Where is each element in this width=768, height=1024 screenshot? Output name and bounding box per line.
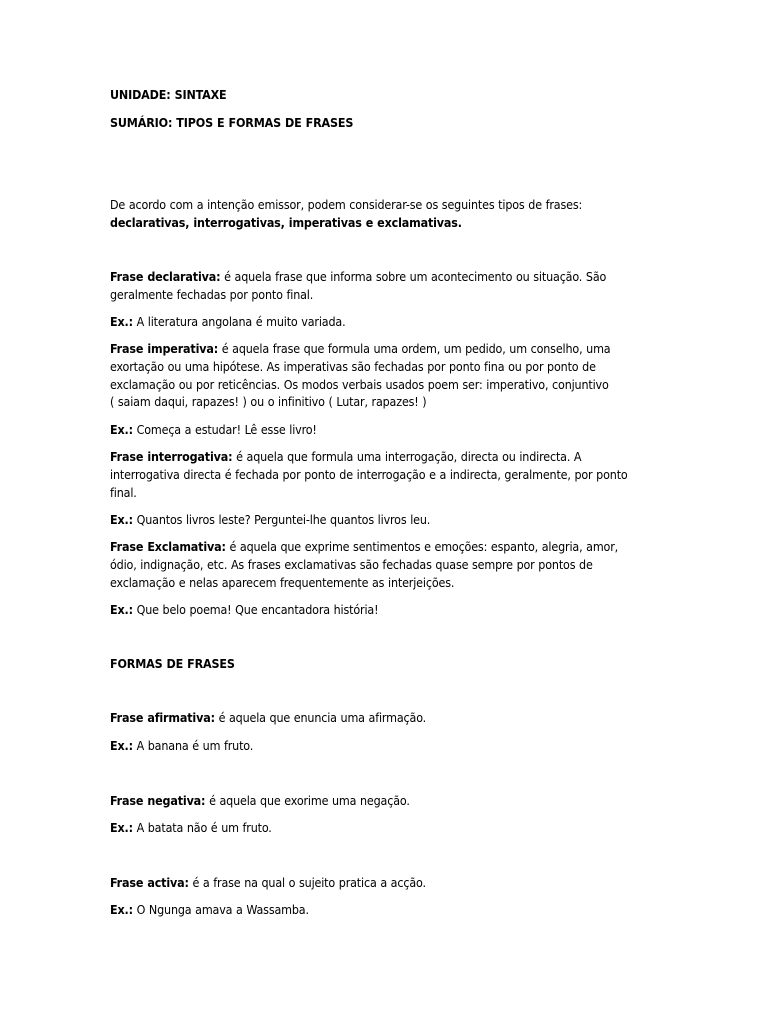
declarativa-term: Frase declarativa: — [110, 269, 221, 284]
negativa-ex-text: A batata não é um fruto. — [132, 820, 272, 835]
imperativa-def-line-3: exclamação ou por reticências. Os modos verbais usados poem ser: imperativo, conjuntivo — [110, 377, 609, 392]
exclamativa-example — [110, 601, 650, 619]
summary-heading: SUMÁRIO: TIPOS E FORMAS DE FRASES — [110, 115, 354, 130]
imperativa-ex-label: Ex.: — [110, 422, 133, 437]
exclamativa-def-line-2: ódio, indignação, etc. As frases exclamativas são fechadas quase sempre por pontos de — [110, 557, 593, 572]
declarativa-ex-text: A literatura angolana é muito variada. — [132, 314, 346, 329]
negativa-example — [110, 819, 650, 837]
declarativa-def-line-1 — [110, 268, 650, 286]
afirmativa-term: Frase afirmativa: — [110, 710, 215, 725]
activa-term: Frase activa: — [110, 875, 189, 890]
imperativa-def-line-2: exortação ou uma hipótese. As imperativas são fechadas por ponto fina ou por ponto de — [110, 359, 596, 374]
interrogativa-def-line-3: final. — [110, 485, 137, 500]
intro-line-1: De acordo com a intenção emissor, podem considerar-se os seguintes tipos de frases: — [110, 197, 583, 212]
interrogativa-ex-text: Quantos livros leste? Perguntei-lhe quantos livros leu. — [132, 512, 431, 527]
exclamativa-def-line-3: exclamação e nelas aparecem frequentemente as interjeições. — [110, 575, 455, 590]
imperativa-def-line-4: ( saiam daqui, rapazes! ) ou o infinitivo ( Lutar, rapazes! ) — [110, 394, 427, 409]
declarativa-def-line-2: geralmente fechadas por ponto final. — [110, 287, 314, 302]
imperativa-example — [110, 421, 650, 439]
afirmativa-example — [110, 737, 650, 755]
declarativa-def-text-1: é aquela frase que informa sobre um acontecimento ou situação. São — [220, 269, 607, 284]
exclamativa-def-line-1 — [110, 538, 650, 556]
negativa-ex-label: Ex.: — [110, 820, 133, 835]
imperativa-ex-text: Começa a estudar! Lê esse livro! — [132, 422, 317, 437]
unit-heading: UNIDADE: SINTAXE — [110, 87, 227, 102]
interrogativa-example — [110, 511, 650, 529]
afirmativa-ex-text: A banana é um fruto. — [132, 738, 254, 753]
imperativa-term: Frase imperativa: — [110, 341, 219, 356]
interrogativa-def-line-1 — [110, 448, 650, 466]
imperativa-def-line-1 — [110, 340, 650, 358]
interrogativa-def-text-1: é aquela que formula uma interrogação, directa ou indirecta. A — [232, 449, 582, 464]
negativa-term: Frase negativa: — [110, 793, 206, 808]
afirmativa-def-text: é aquela que enuncia uma afirmação. — [214, 710, 427, 725]
interrogativa-def-line-2: interrogativa directa é fechada por ponto de interrogação e a indirecta, geralmente, por ponto — [110, 467, 628, 482]
afirmativa-def — [110, 709, 650, 727]
exclamativa-term: Frase Exclamativa: — [110, 539, 226, 554]
declarativa-example — [110, 313, 650, 331]
negativa-def — [110, 792, 650, 810]
declarativa-ex-label: Ex.: — [110, 314, 133, 329]
activa-ex-text: O Ngunga amava a Wassamba. — [132, 902, 309, 917]
activa-def — [110, 874, 650, 892]
intro-line-2 — [110, 214, 650, 232]
exclamativa-def-text-1: é aquela que exprime sentimentos e emoções: espanto, alegria, amor, — [225, 539, 619, 554]
negativa-def-text: é aquela que exorime uma negação. — [205, 793, 410, 808]
activa-ex-label: Ex.: — [110, 902, 133, 917]
activa-example — [110, 901, 650, 919]
formas-heading: FORMAS DE FRASES — [110, 656, 235, 671]
interrogativa-term: Frase interrogativa: — [110, 449, 233, 464]
activa-def-text: é a frase na qual o sujeito pratica a acção. — [188, 875, 426, 890]
intro-types-list: declarativas, interrogativas, imperativas e exclamativas. — [110, 215, 462, 230]
imperativa-def-text-1: é aquela frase que formula uma ordem, um pedido, um conselho, uma — [218, 341, 611, 356]
exclamativa-ex-label: Ex.: — [110, 602, 133, 617]
exclamativa-ex-text: Que belo poema! Que encantadora história! — [132, 602, 379, 617]
interrogativa-ex-label: Ex.: — [110, 512, 133, 527]
afirmativa-ex-label: Ex.: — [110, 738, 133, 753]
